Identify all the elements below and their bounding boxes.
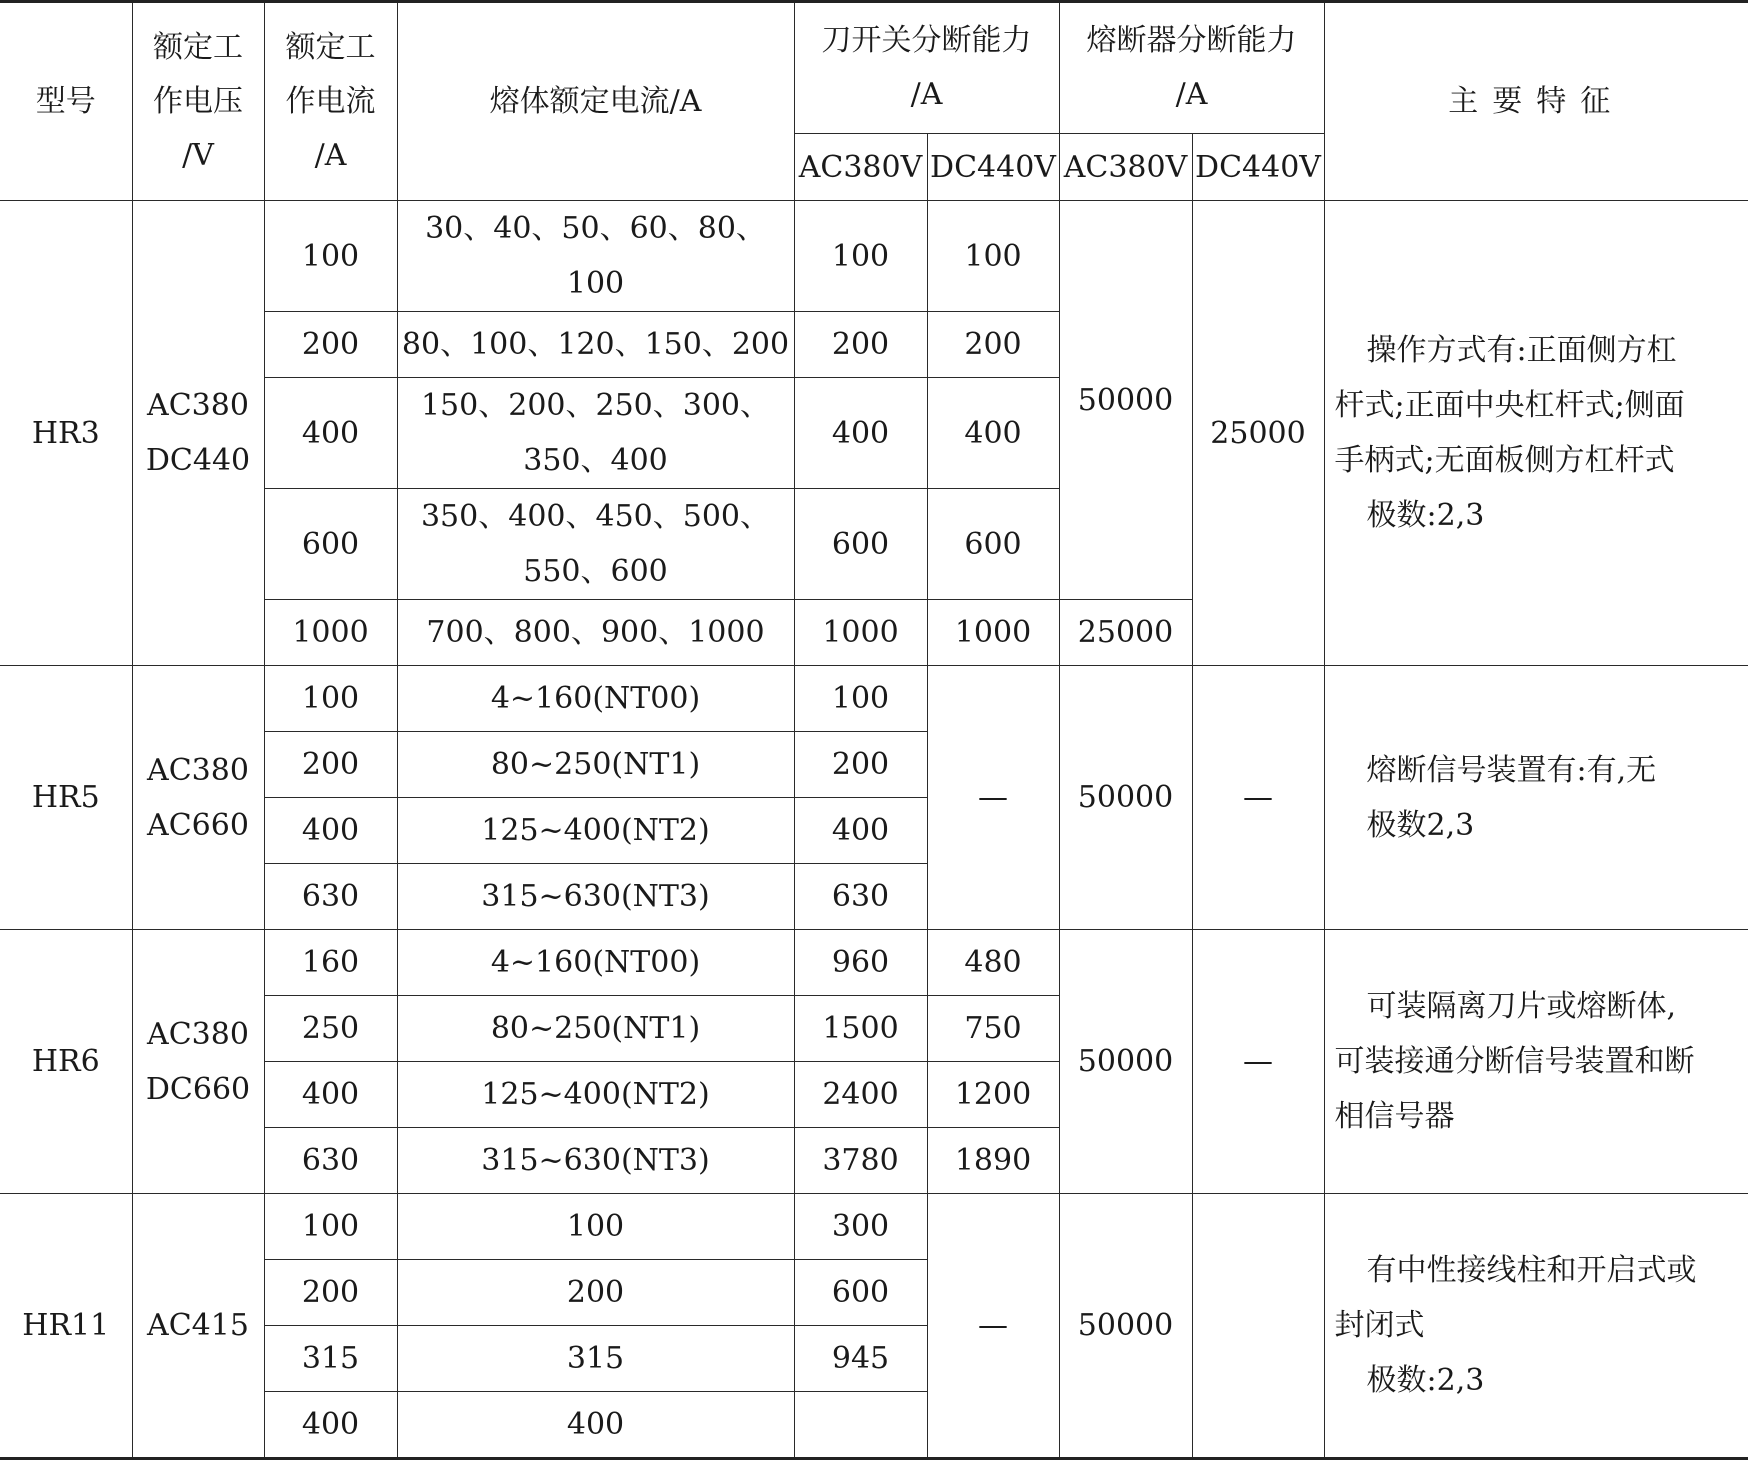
voltage-line: DC440 xyxy=(145,443,251,478)
header-fuse-capacity-line-2: /A xyxy=(1175,77,1208,112)
current-cell: 400 xyxy=(264,798,397,864)
switch-ac-cell: 100 xyxy=(794,666,927,732)
fuse-current-cell: 700、800、900、1000 xyxy=(397,600,794,666)
switch-ac-cell: 200 xyxy=(794,312,927,378)
fuse-current-cell: 80、100、120、150、200 xyxy=(397,312,794,378)
current-cell: 1000 xyxy=(264,600,397,666)
header-voltage-line-1: 额定工 xyxy=(153,29,243,65)
current-cell: 630 xyxy=(264,864,397,930)
switch-ac-cell: 600 xyxy=(794,489,927,600)
fuse-current-cell: 4~160(NT00) xyxy=(397,930,794,996)
fuse-ac-cell: 50000 xyxy=(1059,930,1192,1194)
fuse-current-cell: 125~400(NT2) xyxy=(397,798,794,864)
header-current xyxy=(264,2,397,201)
fuse-current-cell: 315~630(NT3) xyxy=(397,1128,794,1194)
header-fuse-capacity-line-1: 熔断器分断能力 xyxy=(1086,23,1297,58)
current-cell: 100 xyxy=(264,1194,397,1260)
switch-ac-cell: 1000 xyxy=(794,600,927,666)
switch-ac-cell: 400 xyxy=(794,378,927,489)
current-cell: 400 xyxy=(264,1392,397,1459)
header-current-line-2: 作电流 xyxy=(285,83,376,119)
current-cell: 200 xyxy=(264,732,397,798)
header-knife-switch-line-2: /A xyxy=(910,77,943,112)
fuse-current-cell: 350、400、450、500、550、600 xyxy=(397,489,794,600)
current-cell: 400 xyxy=(264,1062,397,1128)
voltage-cell xyxy=(132,666,264,930)
model-cell: HR3 xyxy=(0,201,132,666)
switch-ac-cell: 200 xyxy=(794,732,927,798)
features-cell xyxy=(1324,1194,1748,1459)
switch-ac-cell: 400 xyxy=(794,798,927,864)
switch-dc-cell: 600 xyxy=(927,489,1059,600)
feature-text: 极数:2,3 xyxy=(1366,1363,1485,1398)
switch-ac-cell: 3780 xyxy=(794,1128,927,1194)
header-current-line-1: 额定工 xyxy=(285,29,376,65)
switch-dc-cell: 200 xyxy=(927,312,1059,378)
feature-text: 有中性接线柱和开启式或 xyxy=(1366,1253,1697,1288)
model-cell: HR6 xyxy=(0,930,132,1194)
feature-text: 杆式;正面中央杠杆式;侧面 xyxy=(1334,388,1685,423)
feature-text: 相信号器 xyxy=(1334,1099,1455,1134)
fuse-ac-cell: 50000 xyxy=(1059,201,1192,600)
header-switch-ac380: AC380V xyxy=(794,134,927,201)
header-voltage-line-2: 作电压 xyxy=(153,83,243,119)
current-cell: 100 xyxy=(264,666,397,732)
header-fuse-ac380: AC380V xyxy=(1059,134,1192,201)
header-main-features: 主要特征 xyxy=(1324,2,1748,201)
feature-text: 可装接通分断信号装置和断 xyxy=(1334,1044,1695,1079)
header-fuse-capacity xyxy=(1059,2,1324,134)
fuse-ac-cell: 50000 xyxy=(1059,1194,1192,1459)
header-row-1 xyxy=(0,2,1748,134)
header-fuse-rated-current: 熔体额定电流/A xyxy=(397,2,794,201)
current-cell: 160 xyxy=(264,930,397,996)
voltage-line: AC380 xyxy=(147,388,249,423)
voltage-cell: AC415 xyxy=(132,1194,264,1459)
feature-text: 可装隔离刀片或熔断体, xyxy=(1366,989,1677,1024)
header-voltage-line-3: /V xyxy=(182,137,214,173)
fuse-current-cell: 200 xyxy=(397,1260,794,1326)
fuse-current-cell: 400 xyxy=(397,1392,794,1459)
header-knife-switch-line-1: 刀开关分断能力 xyxy=(821,23,1032,58)
features-cell xyxy=(1324,666,1748,930)
fuse-current-cell: 80~250(NT1) xyxy=(397,996,794,1062)
voltage-cell xyxy=(132,201,264,666)
fuse-current-cell: 100 xyxy=(397,1194,794,1260)
switch-dc-cell: 750 xyxy=(927,996,1059,1062)
model-cell: HR5 xyxy=(0,666,132,930)
table-row xyxy=(0,201,1748,312)
switch-dc-cell: — xyxy=(927,666,1059,930)
current-cell: 315 xyxy=(264,1326,397,1392)
table-row xyxy=(0,930,1748,996)
feature-text: 极数:2,3 xyxy=(1366,498,1485,533)
voltage-line: AC380 xyxy=(147,752,249,788)
header-current-line-3: /A xyxy=(314,137,347,173)
fuse-current-cell: 125~400(NT2) xyxy=(397,1062,794,1128)
features-cell xyxy=(1324,201,1748,666)
voltage-cell xyxy=(132,930,264,1194)
switch-dc-cell: 480 xyxy=(927,930,1059,996)
header-switch-dc440: DC440V xyxy=(927,134,1059,201)
current-cell: 630 xyxy=(264,1128,397,1194)
switch-ac-cell: 945 xyxy=(794,1326,927,1392)
current-cell: 200 xyxy=(264,1260,397,1326)
header-fuse-dc440: DC440V xyxy=(1192,134,1324,201)
current-cell: 400 xyxy=(264,378,397,489)
fuse-dc-cell xyxy=(1192,1194,1324,1459)
features-cell xyxy=(1324,930,1748,1194)
fuse-current-cell: 315~630(NT3) xyxy=(397,864,794,930)
switch-ac-cell: 630 xyxy=(794,864,927,930)
switch-ac-cell: 100 xyxy=(794,201,927,312)
switch-dc-cell: — xyxy=(927,1194,1059,1459)
fuse-dc-cell: — xyxy=(1192,666,1324,930)
feature-text: 操作方式有:正面侧方杠 xyxy=(1366,333,1677,368)
feature-text: 极数2,3 xyxy=(1366,807,1475,843)
voltage-line: AC380 xyxy=(147,1016,249,1052)
switch-dc-cell: 400 xyxy=(927,378,1059,489)
switch-ac-cell: 300 xyxy=(794,1194,927,1260)
fuse-dc-cell: 25000 xyxy=(1192,201,1324,666)
fuse-current-cell: 30、40、50、60、80、100 xyxy=(397,201,794,312)
switch-dc-cell: 1200 xyxy=(927,1062,1059,1128)
fuse-ac-cell: 25000 xyxy=(1059,600,1192,666)
header-knife-switch-capacity xyxy=(794,2,1059,134)
fuse-current-cell: 315 xyxy=(397,1326,794,1392)
switch-dc-cell: 100 xyxy=(927,201,1059,312)
model-cell: HR11 xyxy=(0,1194,132,1459)
switch-dc-cell: 1890 xyxy=(927,1128,1059,1194)
fuse-dc-cell: — xyxy=(1192,930,1324,1194)
feature-text: 手柄式;无面板侧方杠杆式 xyxy=(1334,443,1675,478)
switch-ac-cell: 1500 xyxy=(794,996,927,1062)
fuse-ac-cell: 50000 xyxy=(1059,666,1192,930)
current-cell: 600 xyxy=(264,489,397,600)
switch-dc-cell: 1000 xyxy=(927,600,1059,666)
fuse-current-cell: 150、200、250、300、350、400 xyxy=(397,378,794,489)
feature-text: 封闭式 xyxy=(1334,1308,1425,1343)
fuse-current-cell: 4~160(NT00) xyxy=(397,666,794,732)
current-cell: 250 xyxy=(264,996,397,1062)
feature-text: 熔断信号装置有:有,无 xyxy=(1366,752,1657,788)
switch-ac-cell: 600 xyxy=(794,1260,927,1326)
switch-ac-cell xyxy=(794,1392,927,1459)
table-row xyxy=(0,1194,1748,1260)
voltage-line: DC660 xyxy=(145,1071,251,1107)
switch-ac-cell: 2400 xyxy=(794,1062,927,1128)
current-cell: 200 xyxy=(264,312,397,378)
header-voltage xyxy=(132,2,264,201)
fuse-current-cell: 80~250(NT1) xyxy=(397,732,794,798)
voltage-line: AC660 xyxy=(147,807,249,843)
header-model: 型号 xyxy=(0,2,132,201)
current-cell: 100 xyxy=(264,201,397,312)
table-row xyxy=(0,666,1748,732)
switch-ac-cell: 960 xyxy=(794,930,927,996)
